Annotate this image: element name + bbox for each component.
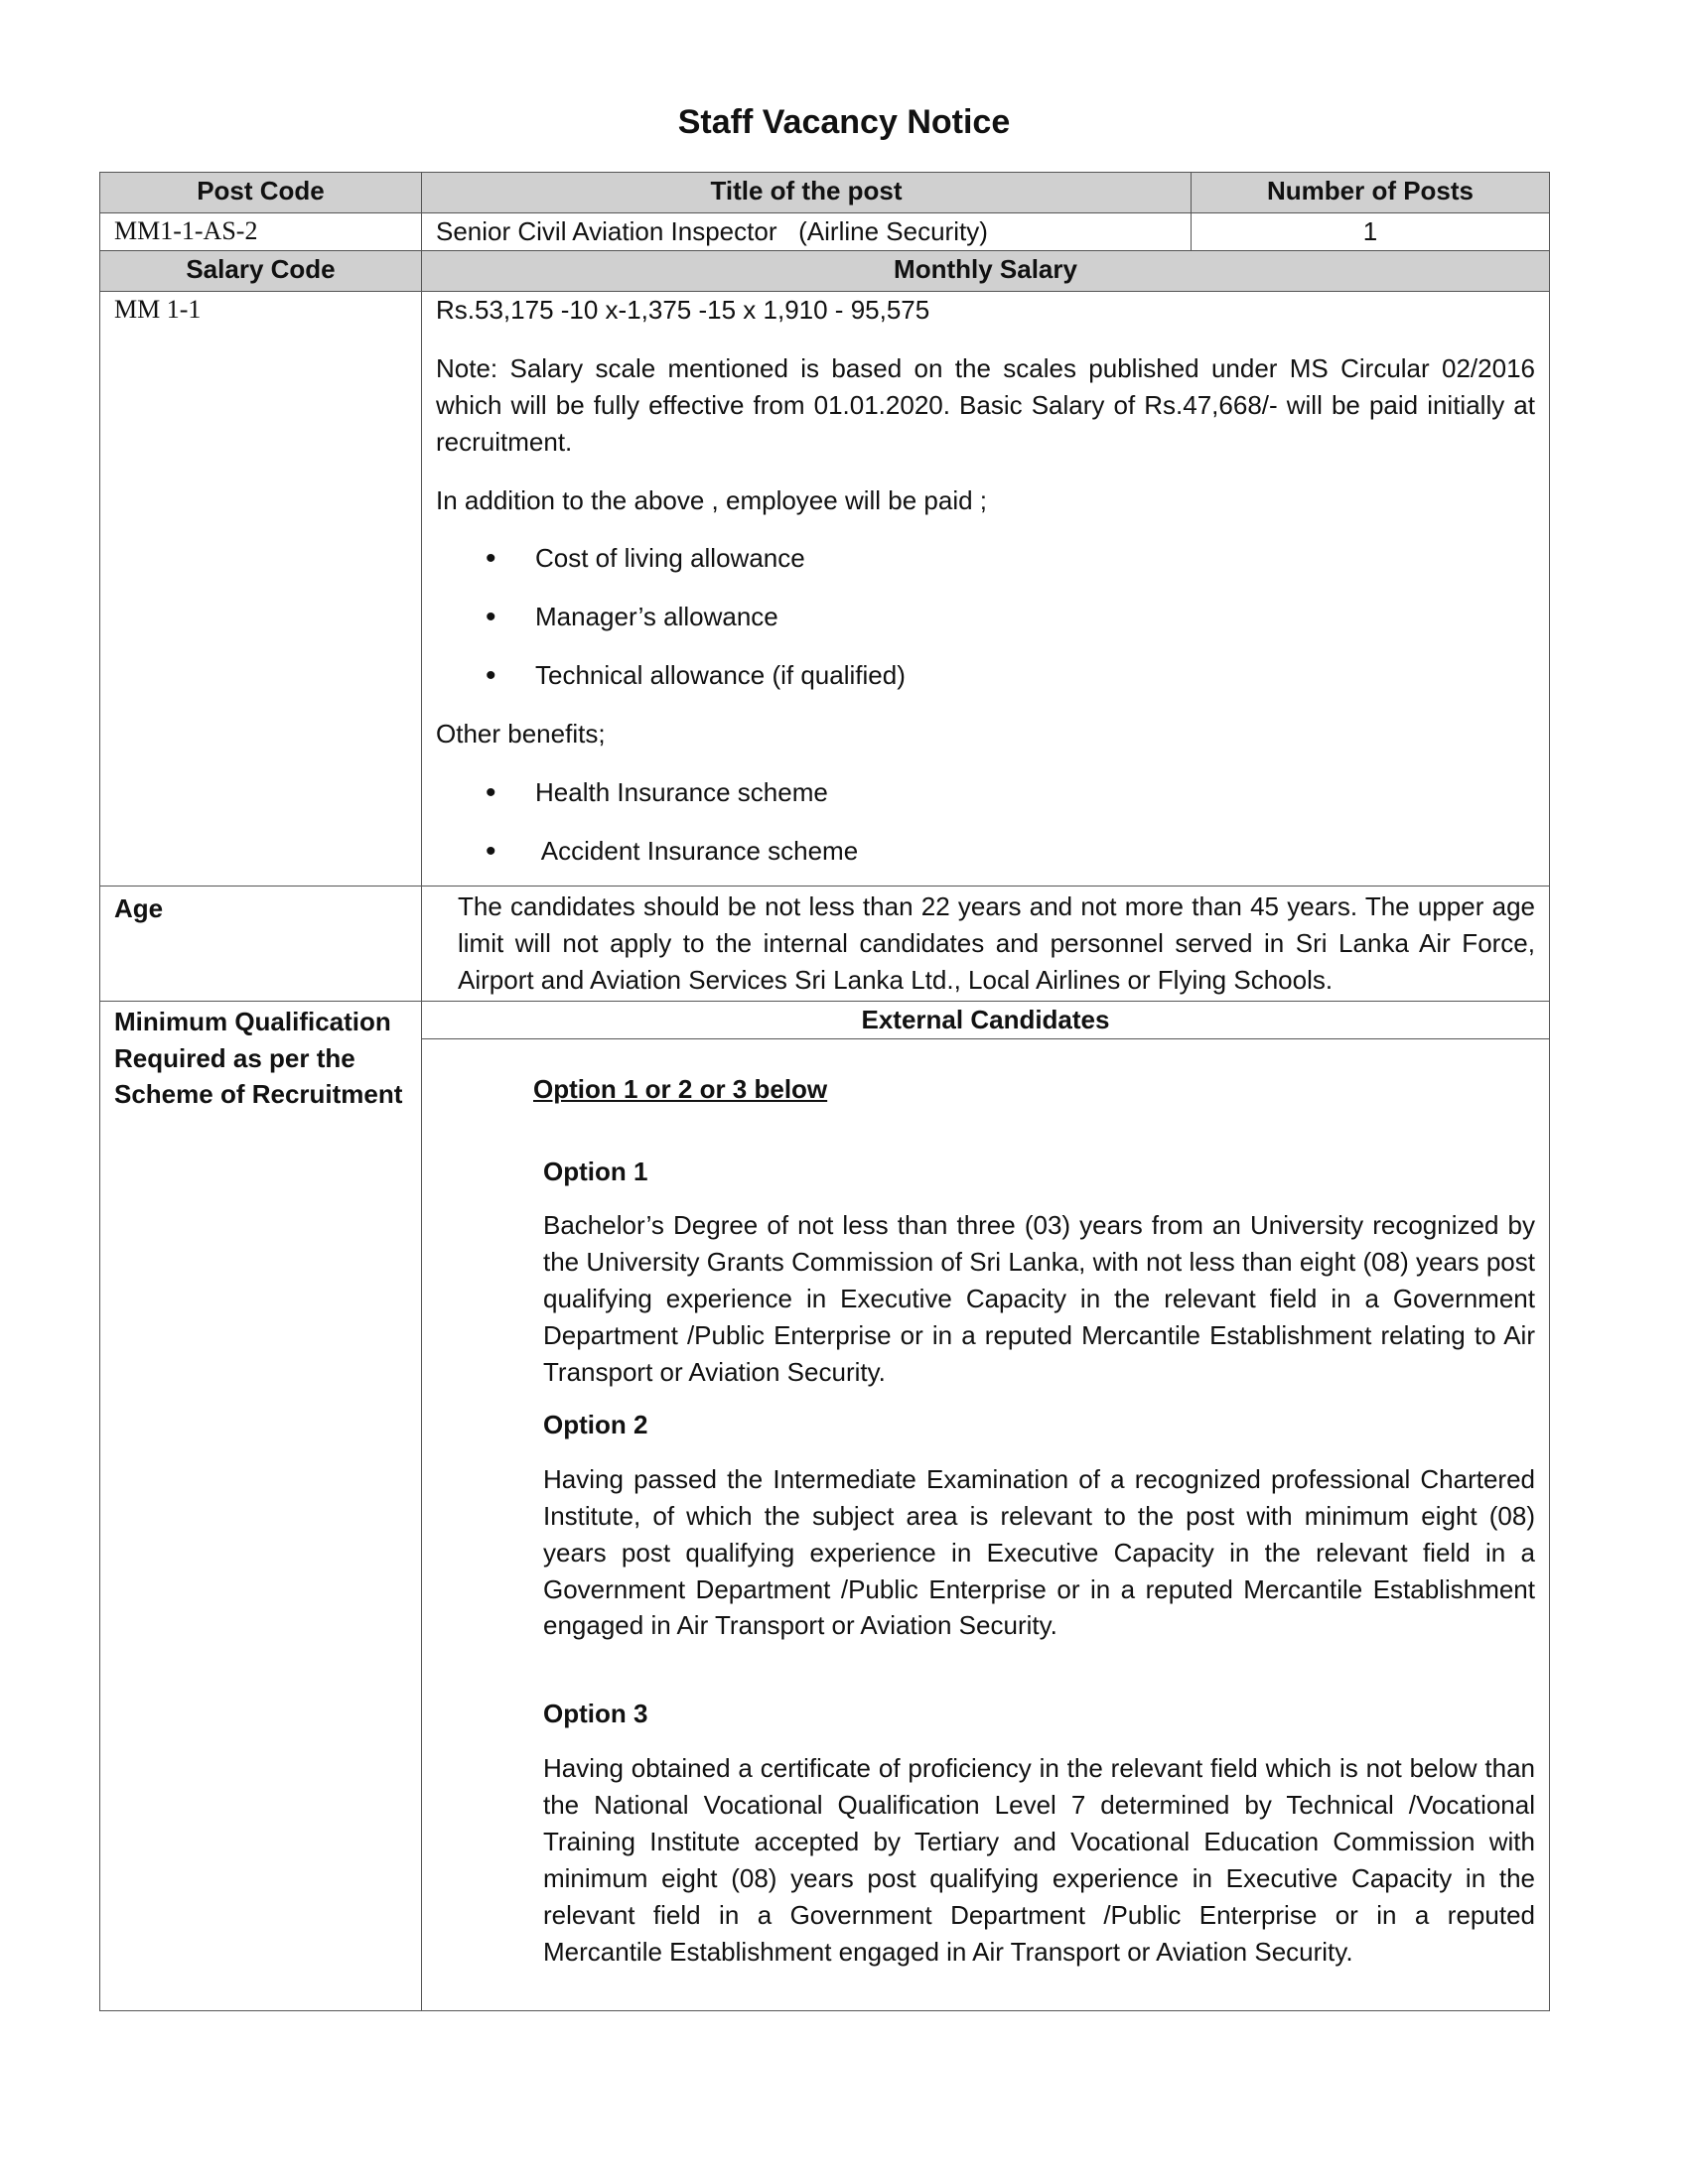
salary-details: [422, 291, 1550, 886]
option-text: Bachelor’s Degree of not less than three (03) years from an University recognized by the University Grants Commission of Sri Lanka, with not less than eight (08) years post qualifying experience in Executive Capacity in the relevant field in a Government Department /Public Enterprise or in a reputed Mercantile Establishment relating to Air Transport or Aviation Security.: [543, 1210, 1535, 1388]
header-row: [100, 173, 1550, 213]
other-benefits-label: Other benefits;: [436, 719, 606, 750]
monthly-salary-header: Monthly Salary: [422, 250, 1550, 291]
age-text: The candidates should be not less than 22 years and not more than 45 years. The upper age limit will not apply to the internal candidates and personnel served in Sri Lanka Air Force, Airport and Aviation Services Sri Lanka Ltd., Local Airlines or Flying Schools.: [422, 886, 1550, 1001]
option-1: [436, 1154, 1535, 1391]
qualification-row: [100, 1001, 1550, 2010]
post-code-header: Post Code: [100, 173, 422, 213]
post-count: 1: [1192, 213, 1550, 251]
post-code: MM1-1-AS-2: [100, 213, 422, 251]
list-item: • Manager’s allowance: [486, 599, 1535, 635]
qualification-label: Minimum Qualification Required as per the Scheme of Recruitment: [100, 1001, 422, 2010]
addition-intro: In addition to the above , employee will be paid ;: [436, 484, 988, 515]
qualification-details: [422, 1001, 1550, 2010]
list-item: • Accident Insurance scheme: [486, 833, 1535, 870]
post-row: [100, 213, 1550, 251]
benefit-list: [436, 774, 1535, 870]
number-of-posts-header: Number of Posts: [1192, 173, 1550, 213]
salary-header-row: [100, 250, 1550, 291]
list-item: • Cost of living allowance: [486, 540, 1535, 577]
options-block: [422, 1039, 1549, 2010]
salary-row: [100, 291, 1550, 886]
page-title: Staff Vacancy Notice: [677, 103, 1011, 141]
option-2: [436, 1407, 1535, 1644]
age-label: Age: [100, 886, 422, 1001]
salary-note: Note: Salary scale mentioned is based on the scales published under MS Circular 02/2016 which will be fully effective from 01.01.2020. Basic Salary of Rs.47,668/- will be paid initially at recruitment.: [436, 352, 1535, 457]
salary-scale: Rs.53,175 -10 x-1,375 -15 x 1,910 - 95,575: [436, 294, 930, 325]
option-title: Option 2: [543, 1409, 648, 1439]
option-3: [436, 1696, 1535, 1970]
option-text: Having obtained a certificate of proficiency in the relevant field which is not below than the National Vocational Qualification Level 7 determined by Technical /Vocational Training Institute accepted by Tertiary and Vocational Education Commission with minimum eight (08) years post qualifying experience in Executive Capacity in the relevant field in a Government Department /Public Enterprise or in a reputed Mercantile Establishment engaged in Air Transport or Aviation Security.: [543, 1753, 1535, 1967]
allowance-list: [436, 540, 1535, 694]
external-candidates-heading: External Candidates: [422, 1002, 1549, 1039]
list-item: • Health Insurance scheme: [486, 774, 1535, 811]
option-title: Option 1: [543, 1156, 648, 1186]
age-row: [100, 886, 1550, 1001]
list-item: • Technical allowance (if qualified): [486, 657, 1535, 694]
title-header: Title of the post: [422, 173, 1192, 213]
vacancy-table: [99, 172, 1550, 2011]
post-title: Senior Civil Aviation Inspector (Airline Security): [422, 213, 1192, 251]
option-text: Having passed the Intermediate Examination of a recognized professional Chartered Institute, of which the subject area is relevant to the post with minimum eight (08) years post qualifying experience in Executive Capacity in the relevant field in a Government Department /Public Enterprise or in a reputed Mercantile Establishment engaged in Air Transport or Aviation Security.: [543, 1463, 1535, 1641]
salary-code: MM 1-1: [100, 291, 422, 886]
option-title: Option 3: [543, 1699, 648, 1729]
salary-code-header: Salary Code: [100, 250, 422, 291]
options-intro: Option 1 or 2 or 3 below: [533, 1073, 828, 1104]
